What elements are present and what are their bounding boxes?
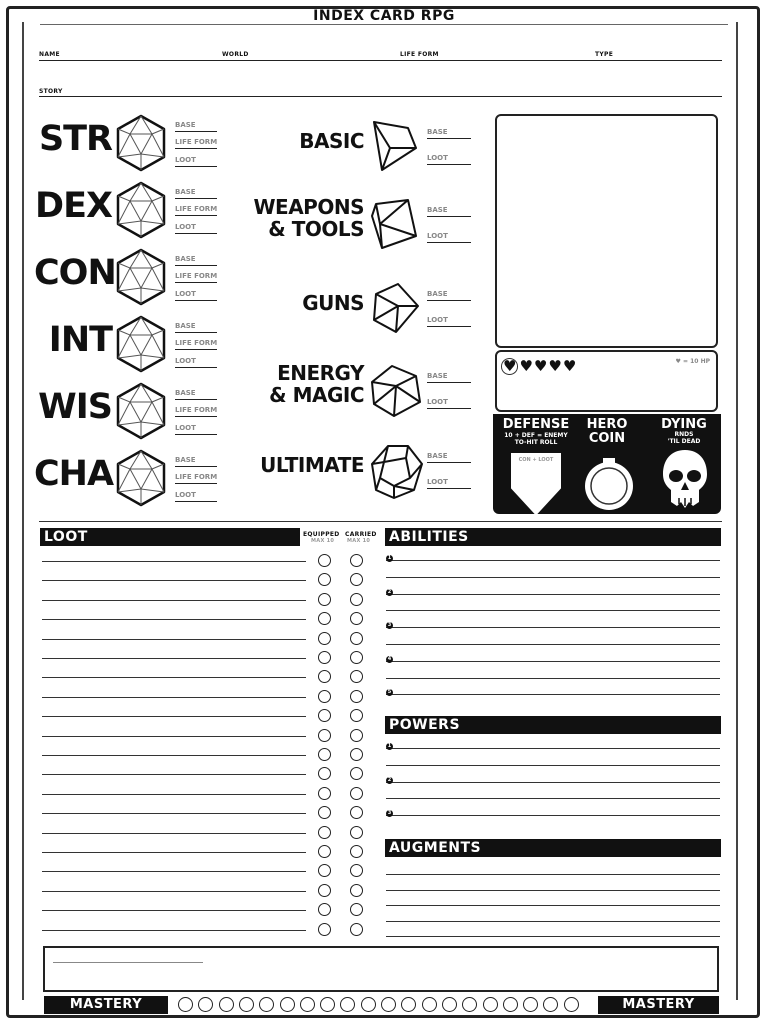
stat-dex-life-form-label: LIFE FORM (175, 205, 218, 213)
mastery-bubble[interactable] (361, 997, 376, 1012)
stat-cha-base-field[interactable] (175, 466, 217, 467)
stat-cha-base-label: BASE (175, 456, 196, 464)
mastery-bubble[interactable] (320, 997, 335, 1012)
stat-cha-label: CHA (34, 454, 114, 494)
loot-row-line[interactable] (42, 774, 306, 775)
portrait-box[interactable] (495, 114, 718, 348)
ability-line[interactable] (386, 644, 720, 645)
mid-divider (39, 521, 722, 522)
d20-str-icon[interactable] (114, 114, 168, 172)
skill-ultimate-loot-field[interactable] (427, 488, 471, 489)
stat-cha-loot-label: LOOT (175, 491, 196, 499)
stat-con-loot-label: LOOT (175, 290, 196, 298)
skill-guns-base-field[interactable] (427, 300, 471, 301)
heart-icon[interactable]: ♥ (519, 357, 533, 375)
loot-row-line[interactable] (42, 833, 306, 834)
stat-cha-loot-field[interactable] (175, 501, 217, 502)
mastery-bubble[interactable] (239, 997, 254, 1012)
stat-wis-loot-field[interactable] (175, 434, 217, 435)
hero-coin-title-1: HERO (586, 417, 628, 432)
skill-guns-loot-field[interactable] (427, 326, 471, 327)
ability-line[interactable] (386, 577, 720, 578)
mastery-bubble[interactable] (523, 997, 538, 1012)
loot-row-line[interactable] (42, 794, 306, 795)
die-basic-icon[interactable] (368, 118, 424, 176)
carried-bubble[interactable] (350, 729, 363, 742)
stat-int-base-field[interactable] (175, 332, 217, 333)
stat-int-loot-field[interactable] (175, 367, 217, 368)
defense-title: DEFENSE (502, 417, 570, 432)
equipped-bubble[interactable] (318, 826, 331, 839)
equipped-bubble[interactable] (318, 554, 331, 567)
hp-box (495, 350, 718, 412)
stat-dex-base-field[interactable] (175, 198, 217, 199)
carried-bubble[interactable] (350, 787, 363, 800)
loot-header: LOOT (40, 528, 300, 546)
skill-basic-label-line1: BASIC (299, 129, 364, 153)
type-label: TYPE (595, 51, 614, 58)
power-line[interactable] (386, 748, 720, 749)
skill-ultimate-loot-label: LOOT (427, 478, 448, 486)
dying-sub-2: 'TIL DEAD (667, 438, 701, 445)
skill-energy-label-line2: & MAGIC (269, 383, 364, 407)
stat-str-loot-label: LOOT (175, 156, 196, 164)
augment-line[interactable] (386, 936, 720, 937)
skill-guns-loot-label: LOOT (427, 316, 448, 324)
loot-row-line[interactable] (42, 697, 306, 698)
loot-row-line[interactable] (42, 910, 306, 911)
mastery-bubble[interactable] (483, 997, 498, 1012)
ability-number: 3 (387, 622, 392, 629)
heart-icon[interactable]: ♥ (533, 357, 548, 375)
ability-line[interactable] (386, 678, 720, 679)
equipped-max: MAX 10 (311, 538, 335, 544)
equipped-bubble[interactable] (318, 787, 331, 800)
carried-bubble[interactable] (350, 826, 363, 839)
hero-coin-title-2: COIN (588, 431, 626, 446)
equipped-label: EQUIPPED (303, 531, 340, 538)
skill-weapons-base-label: BASE (427, 206, 448, 214)
equipped-bubble[interactable] (318, 923, 331, 936)
carried-bubble[interactable] (350, 632, 363, 645)
stat-dex-loot-label: LOOT (175, 223, 196, 231)
skill-energy-base-field[interactable] (427, 382, 471, 383)
story-field[interactable] (39, 96, 722, 97)
heart-icon[interactable]: ♥ (548, 357, 562, 375)
sheet-title: INDEX CARD RPG (313, 8, 455, 24)
mastery-left-label: MASTERY (44, 996, 168, 1014)
name-label: NAME (39, 51, 60, 58)
mastery-bubble[interactable] (219, 997, 234, 1012)
defense-subtitle: 10 + DEF = ENEMY TO-HIT ROLL (504, 432, 568, 446)
power-line[interactable] (386, 782, 720, 783)
ability-line[interactable] (386, 560, 720, 561)
stat-con-life-form-label: LIFE FORM (175, 272, 218, 280)
power-number: 3 (387, 810, 392, 817)
d20-int-icon[interactable] (114, 315, 168, 373)
stat-con-life-form-field[interactable] (175, 282, 217, 283)
skill-energy-loot-field[interactable] (427, 408, 471, 409)
stat-wis-label: WIS (38, 387, 112, 427)
hp-note: ♥ = 10 HP (675, 358, 710, 365)
stat-dex-base-label: BASE (175, 188, 196, 196)
stat-con-label: CON (34, 253, 116, 293)
equipped-bubble[interactable] (318, 651, 331, 664)
loot-row-line[interactable] (42, 813, 306, 814)
augments-header: AUGMENTS (385, 839, 721, 857)
mastery-bubble[interactable] (422, 997, 437, 1012)
equipped-bubble[interactable] (318, 845, 331, 858)
stat-int-base-label: BASE (175, 322, 196, 330)
stat-int-loot-label: LOOT (175, 357, 196, 365)
loot-row-line[interactable] (42, 891, 306, 892)
mastery-right-label: MASTERY (598, 996, 719, 1014)
skill-basic-base-field[interactable] (427, 138, 471, 139)
die-ultimate-icon[interactable] (368, 442, 424, 500)
stat-str-base-label: BASE (175, 121, 196, 129)
equipped-bubble[interactable] (318, 748, 331, 761)
loot-row-line[interactable] (42, 658, 306, 659)
loot-row-line[interactable] (42, 639, 306, 640)
loot-row-line[interactable] (42, 930, 306, 931)
stat-str-base-field[interactable] (175, 131, 217, 132)
ability-line[interactable] (386, 594, 720, 595)
augment-line[interactable] (386, 874, 720, 875)
stat-con-loot-field[interactable] (175, 300, 217, 301)
mastery-bubble[interactable] (381, 997, 396, 1012)
skill-basic-base-label: BASE (427, 128, 448, 136)
stat-int-label: INT (48, 320, 112, 360)
equipped-bubble[interactable] (318, 632, 331, 645)
die-weapons-icon[interactable] (368, 196, 424, 254)
ability-line[interactable] (386, 661, 720, 662)
loot-row-line[interactable] (42, 580, 306, 581)
skill-weapons-loot-field[interactable] (427, 242, 471, 243)
stat-str-label: STR (38, 119, 112, 159)
augment-line[interactable] (386, 921, 720, 922)
carried-bubble[interactable] (350, 690, 363, 703)
skill-energy-loot-label: LOOT (427, 398, 448, 406)
loot-row-line[interactable] (42, 755, 306, 756)
augment-line[interactable] (386, 890, 720, 891)
carried-bubble[interactable] (350, 923, 363, 936)
ability-number: 4 (387, 655, 392, 662)
loot-row-line[interactable] (42, 677, 306, 678)
skill-energy-base-label: BASE (427, 372, 448, 380)
ability-line[interactable] (386, 694, 720, 695)
power-number: 1 (387, 743, 392, 749)
skill-guns-base-label: BASE (427, 290, 448, 298)
stat-wis-loot-label: LOOT (175, 424, 196, 432)
defense-shield-label: CON + LOOT (518, 457, 554, 463)
stat-int-life-form-field[interactable] (175, 349, 217, 350)
stat-con-base-field[interactable] (175, 265, 217, 266)
loot-row-line[interactable] (42, 716, 306, 717)
carried-label: CARRIED (345, 531, 377, 538)
equipped-bubble[interactable] (318, 593, 331, 606)
stat-dex-label: DEX (35, 186, 112, 226)
skill-ultimate-base-label: BASE (427, 452, 448, 460)
defense-coin-dying-panel (493, 414, 721, 514)
story-label: STORY (39, 88, 63, 95)
carried-bubble[interactable] (350, 651, 363, 664)
heart-icon[interactable]: ♥ (562, 357, 577, 375)
stat-wis-base-label: BASE (175, 389, 196, 397)
loot-row-line[interactable] (42, 871, 306, 872)
skill-energy-label-line1: ENERGY (277, 361, 364, 385)
carried-bubble[interactable] (350, 845, 363, 858)
power-number: 2 (387, 776, 392, 783)
equipped-bubble[interactable] (318, 690, 331, 703)
d20-con-icon[interactable] (114, 248, 168, 306)
skill-ultimate-base-field[interactable] (427, 462, 471, 463)
stat-wis-life-form-field[interactable] (175, 416, 217, 417)
hero-coin-icon[interactable] (583, 456, 635, 512)
equipped-bubble[interactable] (318, 884, 331, 897)
equipped-bubble[interactable] (318, 729, 331, 742)
abilities-header: ABILITIES (385, 528, 721, 546)
loot-row-line[interactable] (42, 561, 306, 562)
ability-number: 2 (387, 588, 392, 595)
dying-sub-1: RNDS (674, 431, 694, 438)
carried-bubble[interactable] (350, 884, 363, 897)
world-label: WORLD (222, 51, 249, 58)
ability-line[interactable] (386, 627, 720, 628)
stat-str-life-form-label: LIFE FORM (175, 138, 218, 146)
stat-cha-life-form-field[interactable] (175, 483, 217, 484)
skill-weapons-label-line2: & TOOLS (268, 217, 364, 241)
d20-cha-icon[interactable] (114, 449, 168, 507)
power-line[interactable] (386, 765, 720, 766)
mastery-bubble[interactable] (178, 997, 193, 1012)
dying-title: DYING (661, 417, 707, 432)
d20-dex-icon[interactable] (114, 181, 168, 239)
power-line[interactable] (386, 815, 720, 816)
mastery-bubble[interactable] (300, 997, 315, 1012)
title-divider (40, 24, 728, 25)
ability-line[interactable] (386, 610, 720, 611)
skill-ultimate-label-line1: ULTIMATE (260, 453, 364, 477)
loot-row-line[interactable] (42, 852, 306, 853)
ability-number: 1 (387, 555, 392, 561)
augment-line[interactable] (386, 905, 720, 906)
carried-bubble[interactable] (350, 554, 363, 567)
notes-line (53, 962, 203, 963)
ability-number: 5 (387, 689, 392, 696)
notes-box[interactable] (43, 946, 719, 992)
carried-bubble[interactable] (350, 593, 363, 606)
skill-basic-loot-label: LOOT (427, 154, 448, 162)
stat-wis-base-field[interactable] (175, 399, 217, 400)
d20-wis-icon[interactable] (114, 382, 168, 440)
skill-weapons-base-field[interactable] (427, 216, 471, 217)
skull-icon[interactable] (661, 448, 709, 512)
stat-str-loot-field[interactable] (175, 166, 217, 167)
life-form-label: LIFE FORM (400, 51, 439, 58)
stat-wis-life-form-label: LIFE FORM (175, 406, 218, 414)
die-energy-icon[interactable] (368, 362, 424, 420)
stat-int-life-form-label: LIFE FORM (175, 339, 218, 347)
power-line[interactable] (386, 798, 720, 799)
mastery-bubble[interactable] (564, 997, 579, 1012)
skill-weapons-loot-label: LOOT (427, 232, 448, 240)
name-field[interactable] (39, 60, 722, 61)
mastery-bubble[interactable] (442, 997, 457, 1012)
hearts-row (501, 356, 577, 375)
skill-weapons-label-line1: WEAPONS (253, 195, 364, 219)
mastery-bubble[interactable] (280, 997, 295, 1012)
carried-max: MAX 10 (347, 538, 371, 544)
loot-row-line[interactable] (42, 600, 306, 601)
stat-dex-loot-field[interactable] (175, 233, 217, 234)
skill-guns-label-line1: GUNS (302, 291, 364, 315)
powers-header: POWERS (385, 716, 721, 734)
heart-icon[interactable]: ♥ (503, 357, 517, 375)
stat-cha-life-form-label: LIFE FORM (175, 473, 218, 481)
skill-basic-loot-field[interactable] (427, 164, 471, 165)
mastery-bubble[interactable] (503, 997, 518, 1012)
loot-row-line[interactable] (42, 736, 306, 737)
stat-str-life-form-field[interactable] (175, 148, 217, 149)
die-guns-icon[interactable] (368, 280, 424, 338)
stat-dex-life-form-field[interactable] (175, 215, 217, 216)
carried-bubble[interactable] (350, 748, 363, 761)
stat-con-base-label: BASE (175, 255, 196, 263)
loot-row-line[interactable] (42, 619, 306, 620)
